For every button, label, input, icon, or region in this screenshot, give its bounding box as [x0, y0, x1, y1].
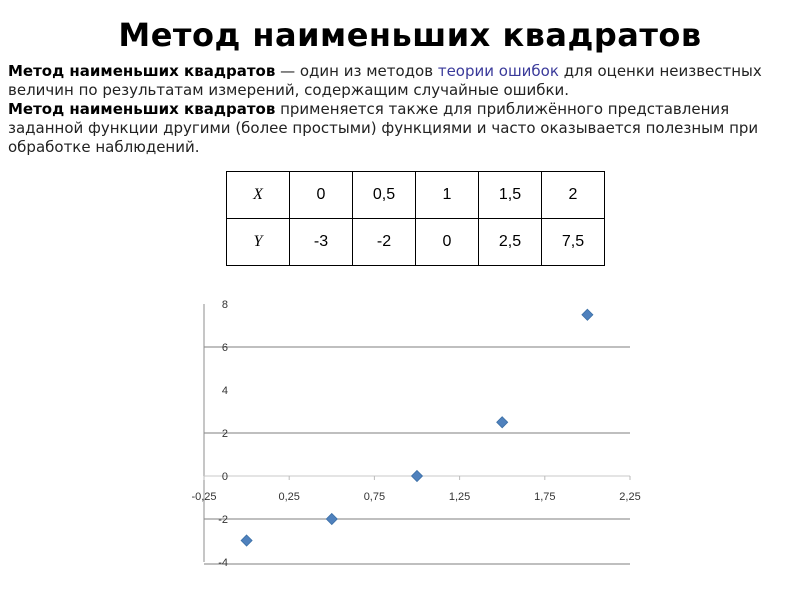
term-bold-1: Метод наименьших квадратов	[8, 62, 276, 80]
y-tick-label: -4	[218, 557, 228, 569]
table-header-y: Y	[227, 219, 290, 266]
y-tick-label: 0	[221, 471, 228, 483]
paragraph-1-text-b: для оценки неизвестных величин по результатам измерений, содержащим случайные ошибки.	[8, 62, 762, 99]
table-cell-x: 0,5	[353, 172, 416, 219]
y-tick-label: 6	[221, 342, 228, 354]
table-cell-y: 2,5	[479, 219, 542, 266]
y-tick-label: 2	[221, 428, 228, 440]
x-tick-label: 0,25	[278, 491, 300, 503]
x-tick-label: -0,25	[191, 491, 217, 503]
slide-title: Метод наименьших квадратов	[118, 16, 702, 54]
x-tick-label: 0,75	[363, 491, 386, 503]
data-point	[326, 514, 337, 525]
data-point	[497, 417, 508, 428]
table-cell-y: -2	[353, 219, 416, 266]
y-tick-label: 8	[221, 299, 228, 311]
table-cell-y: 7,5	[542, 219, 605, 266]
x-tick-label: 2,25	[619, 491, 641, 503]
x-tick-label: 1,25	[448, 491, 471, 503]
table-cell-y: -3	[290, 219, 353, 266]
table-cell-x: 0	[290, 172, 353, 219]
theory-of-errors-link[interactable]: теории ошибок	[437, 62, 559, 80]
y-tick-label: 4	[221, 385, 228, 397]
table-cell-x: 2	[542, 172, 605, 219]
data-point	[582, 309, 593, 320]
paragraph-1-text-a: — один из методов	[275, 62, 438, 80]
term-bold-2: Метод наименьших квадратов	[8, 100, 276, 118]
table-cell-x: 1	[416, 172, 479, 219]
y-tick-label: -2	[218, 514, 228, 526]
table-cell-x: 1,5	[479, 172, 542, 219]
data-point	[241, 535, 252, 546]
paragraph-2-text: применяется также для приближённого представления заданной функции другими (более простыми) функциями и часто оказывается полезным при обработке наблюдений.	[8, 100, 759, 156]
table-header-x: X	[227, 172, 290, 219]
data-point	[412, 471, 423, 482]
x-tick-label: 1,75	[534, 491, 556, 503]
table-cell-y: 0	[416, 219, 479, 266]
